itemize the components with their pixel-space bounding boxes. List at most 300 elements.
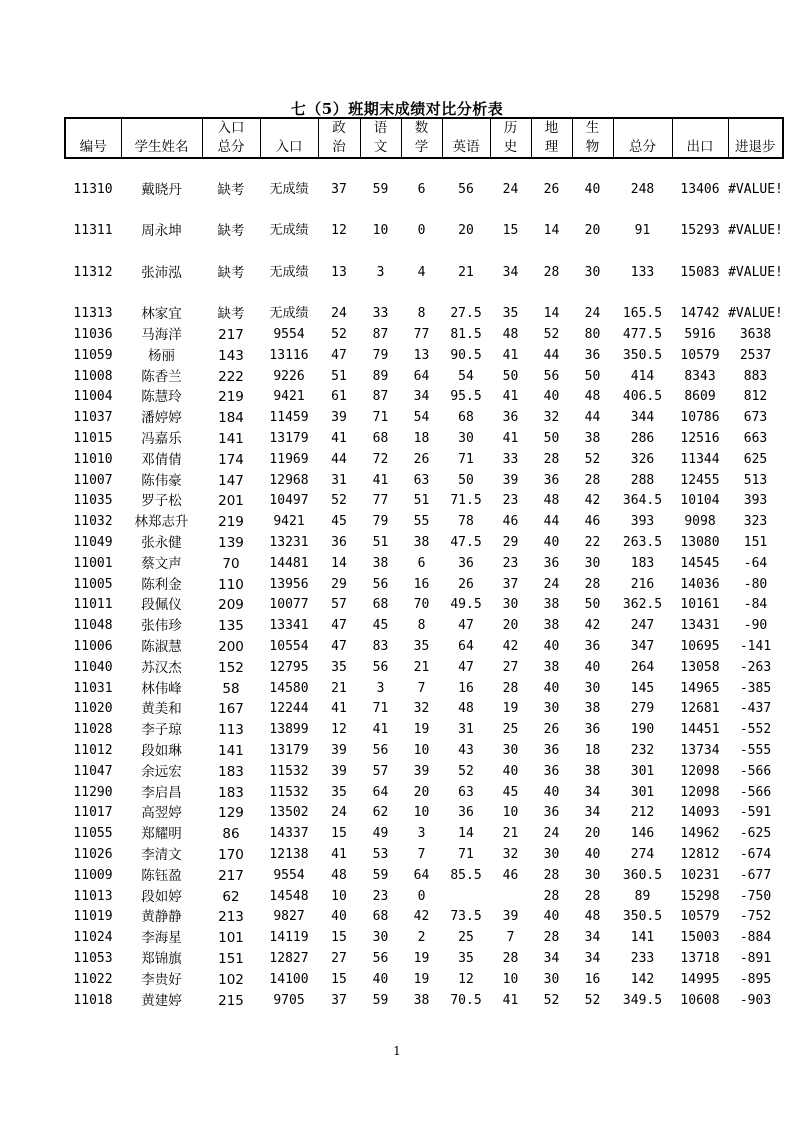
- cell-entry-total: 135: [218, 618, 244, 635]
- cell-chinese: 49: [372, 826, 389, 842]
- cell-total: 344: [630, 410, 655, 426]
- cell-chinese: 79: [372, 347, 389, 363]
- cell-geography: 36: [543, 472, 560, 488]
- table-row: [65, 325, 783, 346]
- cell-id: 11035: [73, 493, 113, 509]
- cell-exit-rank: 15293: [680, 223, 720, 239]
- cell-id: 11313: [73, 306, 113, 322]
- cell-entry-total: 217: [218, 867, 244, 884]
- cell-exit-rank: 15298: [680, 888, 720, 904]
- cell-math: 4: [417, 264, 426, 280]
- cell-exit-rank: 10579: [680, 347, 720, 363]
- cell-id: 11022: [73, 971, 113, 987]
- cell-biology: 50: [584, 597, 601, 613]
- cell-progress: 673: [743, 410, 768, 426]
- cell-total: 233: [630, 950, 655, 966]
- cell-politics: 41: [331, 846, 347, 862]
- cell-math: 0: [417, 888, 426, 904]
- cell-math: 70: [413, 597, 430, 613]
- cell-politics: 29: [331, 576, 347, 592]
- cell-math: 2: [417, 930, 426, 946]
- cell-geography: 24: [543, 576, 560, 592]
- cell-politics: 52: [331, 493, 347, 509]
- cell-id: 11015: [73, 430, 113, 446]
- cell-politics: 40: [331, 909, 347, 925]
- cell-exit-rank: 12455: [680, 472, 720, 488]
- cell-progress: 3638: [739, 327, 772, 342]
- cell-total: 165.5: [622, 306, 663, 322]
- table-row: [65, 949, 783, 970]
- cell-history: 46: [502, 514, 519, 530]
- cell-id: 11011: [73, 597, 113, 613]
- cell-english: 31: [458, 722, 474, 738]
- cell-chinese: 3: [376, 264, 385, 280]
- cell-student-name: 黄静静: [141, 909, 182, 926]
- cell-entry-rank: 13956: [269, 576, 309, 592]
- table-row: [65, 866, 783, 887]
- cell-entry-rank: 13899: [269, 722, 309, 738]
- cell-geography: 32: [543, 410, 560, 426]
- cell-progress: -750: [739, 888, 772, 904]
- cell-math: 19: [413, 950, 430, 966]
- cell-exit-rank: 14451: [680, 722, 720, 738]
- cell-student-name: 李贵好: [141, 971, 182, 988]
- header-chinese: 语 文: [360, 118, 401, 158]
- cell-biology: 38: [584, 763, 601, 779]
- cell-biology: 40: [584, 659, 601, 675]
- cell-total: 364.5: [622, 493, 663, 509]
- cell-progress: 151: [743, 534, 768, 550]
- cell-geography: 40: [543, 784, 560, 800]
- cell-id: 11059: [73, 347, 113, 363]
- cell-biology: 44: [584, 410, 601, 426]
- cell-biology: 20: [584, 826, 601, 842]
- cell-progress: -80: [743, 576, 768, 592]
- cell-entry-total: 174: [218, 451, 244, 468]
- cell-entry-total: 58: [222, 680, 240, 697]
- cell-progress: -437: [739, 701, 772, 717]
- cell-biology: 38: [584, 701, 601, 717]
- cell-entry-rank: 11459: [269, 410, 309, 426]
- cell-entry-rank: 12795: [269, 659, 309, 675]
- cell-history: 39: [502, 909, 519, 925]
- cell-geography: 26: [543, 181, 560, 197]
- cell-total: 326: [630, 451, 655, 467]
- cell-history: 10: [502, 805, 519, 821]
- cell-entry-total: 170: [218, 846, 244, 863]
- cell-total: 274: [630, 846, 655, 862]
- cell-biology: 36: [584, 638, 601, 654]
- cell-math: 64: [413, 368, 430, 384]
- cell-geography: 50: [543, 430, 560, 446]
- cell-math: 38: [413, 992, 430, 1008]
- cell-progress: 393: [743, 493, 768, 509]
- cell-id: 11005: [73, 576, 113, 592]
- cell-biology: 24: [584, 306, 601, 322]
- cell-student-name: 张伟珍: [141, 618, 182, 635]
- header-progress: 进退步: [728, 118, 783, 158]
- cell-math: 0: [417, 223, 426, 239]
- cell-exit-rank: 14036: [680, 576, 720, 592]
- table-body: [65, 158, 783, 1011]
- cell-exit-rank: 13058: [680, 659, 720, 675]
- cell-entry-rank: 12827: [269, 950, 309, 966]
- cell-id: 11036: [73, 327, 113, 342]
- cell-history: 24: [502, 181, 519, 197]
- cell-progress: 663: [743, 430, 768, 446]
- cell-entry-rank: 10497: [269, 493, 309, 509]
- table-row: [65, 783, 783, 804]
- cell-chinese: 62: [372, 805, 389, 821]
- cell-geography: 24: [543, 826, 560, 842]
- cell-exit-rank: 8609: [684, 389, 716, 405]
- cell-biology: 48: [584, 389, 601, 405]
- cell-english: 21: [458, 264, 474, 280]
- cell-history: 28: [502, 950, 519, 966]
- cell-geography: 36: [543, 763, 560, 779]
- cell-progress: -566: [739, 784, 772, 800]
- cell-progress: #VALUE!: [728, 181, 783, 197]
- cell-history: 30: [502, 597, 519, 613]
- cell-total: 183: [630, 555, 655, 571]
- cell-total: 212: [630, 805, 655, 821]
- cell-english: 27.5: [450, 306, 482, 322]
- cell-english: 47: [458, 618, 474, 634]
- cell-politics: 61: [331, 389, 347, 405]
- cell-chinese: 40: [372, 971, 389, 987]
- cell-history: 45: [502, 784, 519, 800]
- table-row: [65, 595, 783, 616]
- cell-chinese: 57: [372, 763, 389, 779]
- table-row: [65, 824, 783, 845]
- header-exit-rank: 出口: [672, 118, 728, 158]
- cell-politics: 13: [331, 264, 347, 280]
- cell-english: 47: [458, 659, 474, 675]
- cell-geography: 38: [543, 618, 560, 634]
- cell-entry-total: 70: [222, 555, 240, 572]
- cell-student-name: 李清文: [141, 846, 182, 863]
- cell-chinese: 77: [372, 493, 389, 509]
- cell-biology: 42: [584, 493, 601, 509]
- cell-entry-total: 113: [218, 722, 244, 739]
- cell-exit-rank: 10231: [680, 867, 720, 883]
- cell-math: 19: [413, 971, 430, 987]
- cell-english: 64: [458, 638, 474, 654]
- cell-history: 20: [502, 618, 519, 634]
- cell-progress: 323: [743, 514, 768, 530]
- cell-entry-rank: 13502: [269, 805, 309, 821]
- cell-id: 11019: [73, 909, 113, 925]
- table-row: [65, 991, 783, 1012]
- cell-exit-rank: 10786: [680, 410, 720, 426]
- cell-math: 26: [413, 451, 430, 467]
- header-math: 数 学: [401, 118, 442, 158]
- cell-total: 145: [630, 680, 655, 696]
- table-row: [65, 450, 783, 471]
- cell-id: 11007: [73, 472, 113, 488]
- cell-entry-total: 215: [218, 992, 244, 1009]
- cell-id: 11031: [73, 680, 113, 696]
- cell-exit-rank: 12681: [680, 701, 720, 717]
- cell-id: 11012: [73, 742, 113, 758]
- cell-math: 7: [417, 680, 426, 696]
- cell-chinese: 56: [372, 576, 389, 592]
- cell-student-name: 杨丽: [148, 347, 175, 364]
- cell-biology: 38: [584, 430, 601, 446]
- cell-politics: 45: [331, 514, 347, 530]
- header-history: 历 史: [490, 118, 531, 158]
- page-number: 1: [393, 1044, 401, 1058]
- cell-id: 11040: [73, 659, 113, 675]
- cell-entry-total: 缺考: [217, 306, 245, 323]
- cell-politics: 24: [331, 805, 347, 821]
- cell-id: 11311: [73, 223, 113, 239]
- cell-student-name: 李子琼: [141, 722, 182, 739]
- cell-progress: -566: [739, 763, 772, 779]
- cell-entry-total: 217: [218, 327, 244, 343]
- cell-biology: 30: [584, 680, 601, 696]
- page-title: 七（5）班期末成绩对比分析表: [290, 100, 504, 118]
- cell-entry-rank: 9421: [273, 514, 305, 530]
- table-row: [65, 762, 783, 783]
- cell-id: 11013: [73, 888, 113, 904]
- table-row: [65, 887, 783, 908]
- cell-progress: 2537: [739, 347, 772, 363]
- cell-biology: 18: [584, 742, 601, 758]
- cell-chinese: 3: [376, 680, 385, 696]
- cell-progress: 812: [743, 389, 768, 405]
- cell-id: 11001: [73, 555, 113, 571]
- cell-progress: -674: [739, 846, 772, 862]
- cell-math: 18: [413, 430, 430, 446]
- cell-geography: 30: [543, 701, 560, 717]
- cell-biology: 48: [584, 909, 601, 925]
- cell-politics: 12: [331, 223, 347, 239]
- cell-id: 11055: [73, 826, 113, 842]
- cell-entry-total: 缺考: [217, 223, 245, 240]
- cell-history: 46: [502, 867, 519, 883]
- table-row: [65, 367, 783, 388]
- cell-entry-rank: 13179: [269, 742, 309, 758]
- table-row: [65, 158, 783, 201]
- cell-student-name: 段佩仪: [141, 597, 182, 614]
- cell-geography: 28: [543, 451, 560, 467]
- cell-student-name: 陈伟豪: [141, 472, 182, 489]
- table-row: [65, 803, 783, 824]
- cell-entry-total: 219: [218, 514, 244, 531]
- cell-history: 41: [502, 389, 519, 405]
- cell-entry-rank: 12138: [269, 846, 309, 862]
- cell-chinese: 79: [372, 514, 389, 530]
- cell-student-name: 陈香兰: [141, 368, 182, 385]
- cell-biology: 46: [584, 514, 601, 530]
- cell-english: 30: [458, 430, 474, 446]
- cell-total: 286: [630, 430, 655, 446]
- cell-entry-rank: 9554: [273, 327, 305, 342]
- cell-progress: -555: [739, 742, 772, 758]
- cell-politics: 15: [331, 930, 347, 946]
- table-row: [65, 242, 783, 284]
- cell-math: 3: [417, 826, 426, 842]
- cell-total: 216: [630, 576, 655, 592]
- cell-politics: 44: [331, 451, 347, 467]
- cell-id: 11037: [73, 410, 113, 426]
- cell-history: 42: [502, 638, 519, 654]
- cell-id: 11009: [73, 867, 113, 883]
- cell-politics: 15: [331, 971, 347, 987]
- cell-english: 36: [458, 805, 474, 821]
- cell-politics: 39: [331, 742, 347, 758]
- cell-progress: -84: [743, 597, 768, 613]
- cell-total: 350.5: [622, 909, 663, 925]
- table-row: [65, 554, 783, 575]
- cell-biology: 34: [584, 950, 601, 966]
- cell-student-name: 邓倩倩: [141, 451, 182, 468]
- table-row: [65, 679, 783, 700]
- cell-history: 32: [502, 846, 519, 862]
- cell-entry-rank: 14119: [269, 930, 309, 946]
- cell-chinese: 59: [372, 181, 389, 197]
- table-row: [65, 741, 783, 762]
- cell-entry-rank: 13179: [269, 430, 309, 446]
- cell-geography: 28: [543, 930, 560, 946]
- cell-politics: 36: [331, 534, 347, 550]
- cell-chinese: 68: [372, 430, 389, 446]
- cell-total: 232: [630, 742, 655, 758]
- table-row: [65, 845, 783, 866]
- cell-biology: 36: [584, 722, 601, 738]
- cell-student-name: 陈慧玲: [141, 389, 182, 406]
- cell-progress: -141: [739, 638, 772, 654]
- cell-geography: 40: [543, 638, 560, 654]
- cell-student-name: 苏汉杰: [141, 659, 182, 676]
- cell-biology: 30: [584, 555, 601, 571]
- cell-english: 14: [458, 826, 474, 842]
- cell-math: 39: [413, 763, 430, 779]
- cell-progress: -591: [739, 805, 772, 821]
- cell-english: 78: [458, 514, 474, 530]
- cell-student-name: 陈淑慧: [141, 638, 182, 655]
- cell-exit-rank: 12812: [680, 846, 720, 862]
- cell-math: 10: [413, 805, 430, 821]
- cell-politics: 21: [331, 680, 347, 696]
- cell-history: 33: [502, 451, 519, 467]
- cell-exit-rank: 12516: [680, 430, 720, 446]
- cell-english: 43: [458, 742, 474, 758]
- cell-chinese: 59: [372, 992, 389, 1008]
- cell-history: 27: [502, 659, 519, 675]
- cell-progress: -891: [739, 950, 772, 966]
- cell-math: 42: [413, 909, 430, 925]
- cell-entry-rank: 14337: [269, 826, 309, 842]
- table-row: [65, 387, 783, 408]
- table-row: [65, 699, 783, 720]
- cell-politics: 57: [331, 597, 347, 613]
- cell-student-name: 蔡文声: [141, 555, 182, 572]
- cell-chinese: 30: [372, 930, 389, 946]
- cell-id: 11018: [73, 992, 113, 1008]
- cell-chinese: 56: [372, 950, 389, 966]
- cell-geography: 14: [543, 223, 560, 239]
- cell-total: 362.5: [622, 597, 663, 613]
- cell-id: 11310: [73, 181, 113, 197]
- cell-entry-total: 86: [222, 826, 240, 843]
- cell-entry-rank: 10554: [269, 638, 309, 654]
- cell-total: 349.5: [622, 992, 663, 1008]
- cell-total: 477.5: [622, 327, 663, 342]
- cell-math: 8: [417, 306, 426, 322]
- cell-exit-rank: 10161: [680, 597, 720, 613]
- cell-math: 34: [413, 389, 430, 405]
- cell-progress: -90: [743, 618, 768, 634]
- cell-geography: 28: [543, 264, 560, 280]
- cell-entry-total: 141: [218, 742, 244, 759]
- cell-id: 11004: [73, 389, 113, 405]
- cell-math: 35: [413, 638, 430, 654]
- cell-exit-rank: 14995: [680, 971, 720, 987]
- cell-entry-rank: 14100: [269, 971, 309, 987]
- table-row: [65, 284, 783, 326]
- cell-exit-rank: 14962: [680, 826, 720, 842]
- header-politics: 政 治: [318, 118, 360, 158]
- cell-english: 16: [458, 680, 474, 696]
- header-id: 编号: [65, 118, 121, 158]
- cell-history: 50: [502, 368, 519, 384]
- cell-student-name: 黄建婷: [141, 992, 182, 1009]
- cell-entry-total: 缺考: [217, 264, 245, 281]
- cell-id: 11032: [73, 514, 113, 530]
- cell-total: 190: [630, 722, 655, 738]
- cell-entry-rank: 12968: [269, 472, 309, 488]
- cell-chinese: 56: [372, 659, 389, 675]
- cell-progress: -64: [743, 555, 768, 571]
- cell-geography: 38: [543, 597, 560, 613]
- table-row: [65, 658, 783, 679]
- cell-chinese: 87: [372, 389, 389, 405]
- cell-geography: 36: [543, 742, 560, 758]
- cell-entry-total: 152: [218, 659, 244, 676]
- cell-exit-rank: 13080: [680, 534, 720, 550]
- cell-english: 81.5: [450, 327, 482, 342]
- cell-geography: 44: [543, 347, 560, 363]
- cell-geography: 44: [543, 514, 560, 530]
- cell-history: 40: [502, 763, 519, 779]
- cell-total: 360.5: [622, 867, 663, 883]
- header-student-name: 学生姓名: [121, 118, 202, 158]
- cell-geography: 38: [543, 659, 560, 675]
- header-biology: 生 物: [572, 118, 613, 158]
- cell-progress: -895: [739, 971, 772, 987]
- cell-id: 11290: [73, 784, 113, 800]
- cell-math: 54: [413, 410, 430, 426]
- cell-total: 142: [630, 971, 655, 987]
- table-row: [65, 491, 783, 512]
- cell-total: 393: [630, 514, 655, 530]
- cell-student-name: 林郑志升: [134, 514, 189, 531]
- cell-chinese: 72: [372, 451, 389, 467]
- cell-progress: 513: [743, 472, 768, 488]
- cell-chinese: 41: [372, 472, 389, 488]
- cell-geography: 40: [543, 534, 560, 550]
- cell-progress: #VALUE!: [728, 223, 783, 239]
- cell-politics: 47: [331, 638, 347, 654]
- table-row: [65, 346, 783, 367]
- cell-biology: 34: [584, 930, 601, 946]
- cell-id: 11047: [73, 763, 113, 779]
- cell-chinese: 68: [372, 597, 389, 613]
- cell-student-name: 周永坤: [141, 223, 182, 240]
- cell-student-name: 李海星: [141, 930, 182, 947]
